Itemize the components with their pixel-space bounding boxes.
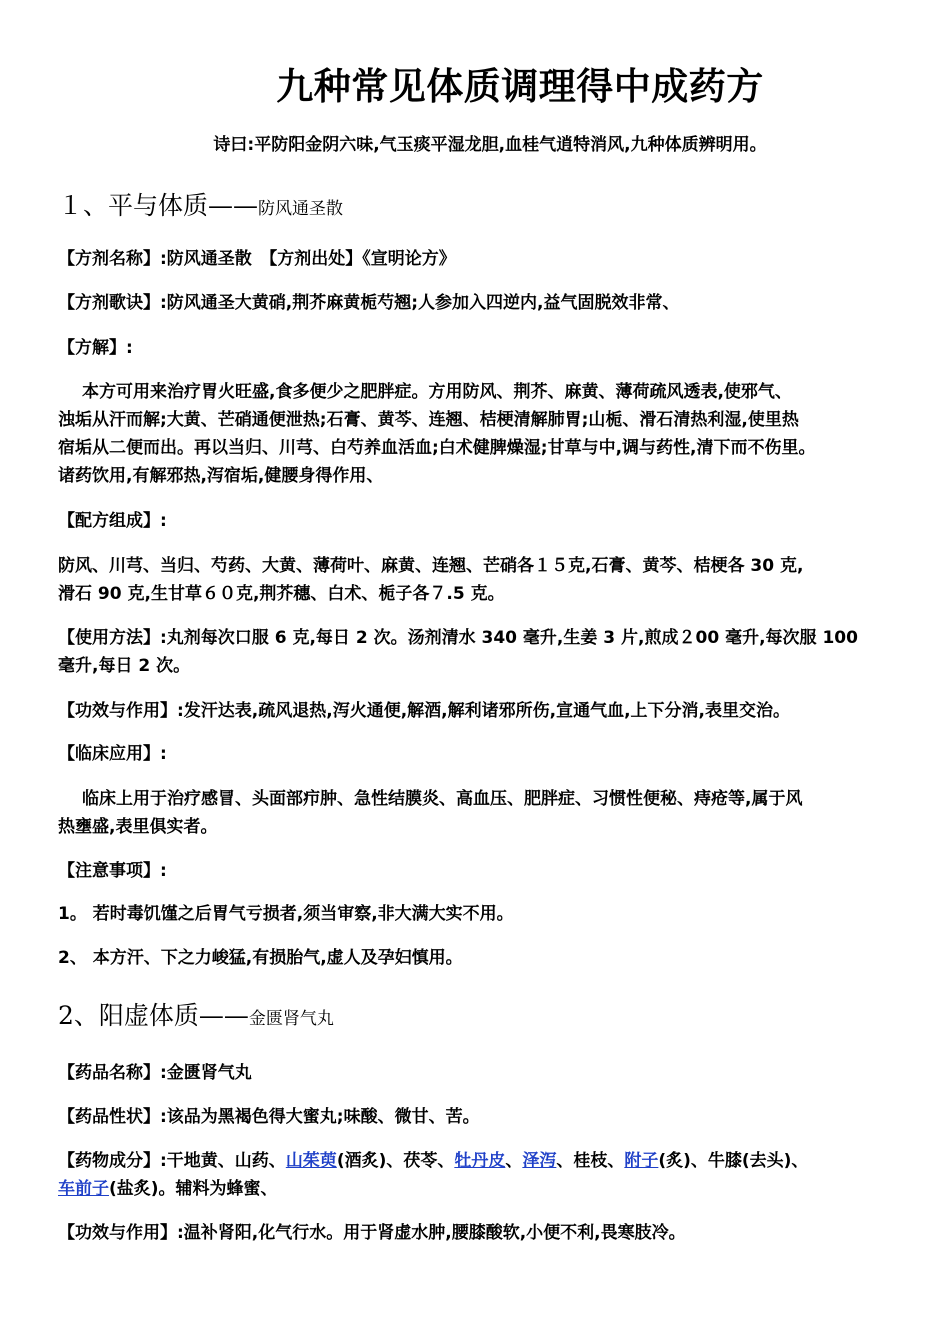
section2-heading-main: 2、阳虚体质—— — [58, 1001, 249, 1030]
section2-name-line: 【药品名称】:金匮肾气丸 — [58, 1063, 252, 1083]
section1-song-line: 【方剂歌诀】:防风通圣大黄硝,荆芥麻黄栀芍翘;人参加入四逆内,益气固脱效非常、 — [58, 293, 680, 313]
fangjie-line: 本方可用来治疗胃火旺盛,食多便少之肥胖症。方用防风、荆芥、麻黄、薄荷疏风透表,使邪气、 — [82, 382, 792, 402]
section1-usage — [58, 624, 898, 680]
section1-fangjie-text — [58, 378, 898, 490]
ingredients-text: 、桂枝、 — [556, 1151, 625, 1171]
section2-heading-sub: 金匮肾气丸 — [248, 1009, 334, 1029]
section1-clinical-label: 【临床应用】: — [58, 744, 167, 764]
ingredients-line-1 — [58, 1147, 898, 1175]
section1-note-2: 2、 本方汗、下之力峻猛,有损胎气,虚人及孕妇慎用。 — [58, 948, 463, 968]
section2-heading — [58, 999, 898, 1036]
section1-note-1: 1。 若时毒饥馑之后胃气亏损者,须当审察,非大满大实不用。 — [58, 904, 514, 924]
link-shanzhuyu[interactable]: 山茱萸 — [285, 1151, 337, 1171]
fangjie-line: 浊垢从汗而解;大黄、芒硝通便泄热;石膏、黄芩、连翘、桔梗清解肺胃;山栀、滑石清热利湿,使里热 — [58, 410, 799, 430]
ingredients-prefix: 【药物成分】:干地黄、山药、 — [58, 1151, 286, 1171]
section1-peifang-label: 【配方组成】: — [58, 511, 167, 531]
ingredients-text: 、 — [505, 1151, 523, 1171]
section1-heading — [58, 189, 898, 226]
usage-line: 毫升,每日 2 次。 — [58, 656, 191, 676]
fangjie-line: 诸药饮用,有解邪热,泻宿垢,健腰身得作用、 — [58, 466, 384, 486]
fangjie-line: 宿垢从二便而出。再以当归、川芎、白芍养血活血;白术健脾燥湿;甘草与中,调与药性,清下而不伤里。 — [58, 438, 816, 458]
poem-line: 诗曰:平防阳金阴六味,气玉痰平湿龙胆,血桂气逍特消风,九种体质辨明用。 — [213, 135, 767, 155]
section2-ingredients — [58, 1147, 898, 1203]
link-zexie[interactable]: 泽泻 — [522, 1151, 557, 1171]
section2-effect-line: 【功效与作用】:温补肾阳,化气行水。用于肾虚水肿,腰膝酸软,小便不利,畏寒肢冷。 — [58, 1223, 686, 1243]
peifang-line: 滑石 90 克,生甘草６０克,荆芥穗、白术、栀子各７.5 克。 — [58, 584, 505, 604]
section1-name-line: 【方剂名称】:防风通圣散 【方剂出处】《宣明论方》 — [58, 249, 456, 269]
section1-heading-sub: 防风通圣散 — [258, 199, 344, 219]
section1-fangjie-label: 【方解】: — [58, 338, 133, 358]
section1-notes-label: 【注意事项】: — [58, 861, 167, 881]
ingredients-text: (炙)、牛膝(去头)、 — [658, 1151, 809, 1171]
ingredients-text: (酒炙)、茯苓、 — [336, 1151, 455, 1171]
clinical-line: 临床上用于治疗感冒、头面部疖肿、急性结膜炎、高血压、肥胖症、习惯性便秘、痔疮等,属于风 — [82, 789, 803, 809]
link-fuzi[interactable]: 附子 — [624, 1151, 659, 1171]
section1-peifang-text — [58, 552, 898, 608]
clinical-line: 热壅盛,表里俱实者。 — [58, 817, 218, 837]
link-mudanpi[interactable]: 牡丹皮 — [454, 1151, 506, 1171]
usage-line: 【使用方法】:丸剂每次口服 6 克,每日 2 次。汤剂清水 340 毫升,生姜 3 片,煎成２00 毫升,每次服 100 — [58, 628, 858, 648]
document-title: 九种常见体质调理得中成药方 — [276, 65, 764, 108]
section1-heading-main: １、平与体质—— — [58, 191, 259, 220]
section2-property-line: 【药品性状】:该品为黑褐色得大蜜丸;味酸、微甘、苦。 — [58, 1107, 480, 1127]
link-cheqianzi[interactable]: 车前子 — [58, 1179, 109, 1199]
ingredients-line-2 — [58, 1175, 898, 1203]
peifang-line: 防风、川芎、当归、芍药、大黄、薄荷叶、麻黄、连翘、芒硝各１５克,石膏、黄芩、桔梗各 30 克, — [58, 556, 804, 576]
section1-clinical-text — [58, 785, 898, 841]
ingredients-text: (盐炙)。辅料为蜂蜜、 — [109, 1179, 278, 1199]
section1-effect-line: 【功效与作用】:发汗达表,疏风退热,泻火通便,解酒,解利诸邪所伤,宣通气血,上下分消,表里交治。 — [58, 701, 791, 721]
